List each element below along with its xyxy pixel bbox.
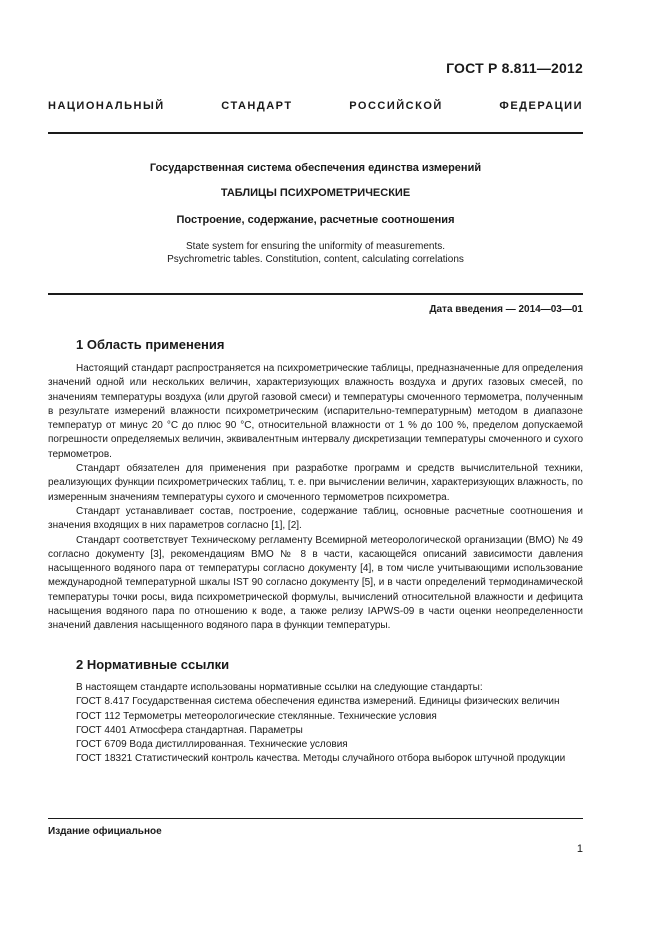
section1-body <box>48 362 583 634</box>
normative-reference: ГОСТ 8.417 Государственная система обеспечения единства измерений. Единицы физических величин <box>76 696 560 708</box>
normative-reference: ГОСТ 4401 Атмосфера стандартная. Параметры <box>76 724 303 736</box>
section1-paragraph: Стандарт устанавливает состав, построение, содержание таблиц, основные расчетные соотношения и значения входящих в них параметров согласно [1], [2]. <box>48 505 583 532</box>
title-english <box>48 240 583 266</box>
page-number: 1 <box>576 843 583 855</box>
footer-divider <box>48 818 583 819</box>
document-code: ГОСТ Р 8.811—2012 <box>446 60 583 76</box>
normative-reference: ГОСТ 6709 Вода дистиллированная. Технические условия <box>76 739 348 751</box>
section1-paragraph: Настоящий стандарт распространяется на психрометрические таблицы, предназначенные для определения значений одной или нескольких величин, характеризующих влажность воздуха и других газовых смесей, по значениям температуры воздуха (или другой газовой смеси) и температуры смоченного термометра, полученным в результате измерений влажности психрометрическим (испарительно-температурным) методом в диапазоне температур от минус 20 °С до плюс 90 °С, относительной влажности от 1 % до 100 %, пределом допускаемой погрешности определяемых величин, эквивалентным интервалу дискретизации температуры смоченного и сухого термометров. <box>48 363 583 460</box>
section2-paragraph: В настоящем стандарте использованы нормативные ссылки на следующие стандарты: <box>76 682 483 693</box>
title-divider <box>48 293 583 295</box>
section1-paragraph: Стандарт соответствует Техническому регламенту Всемирной метеорологической организации (ВМО) № 49 согласно документу [3], рекомендациям ВМО № 8 в части, касающейся описаний зависимости давления насыщенного водяного пара от температуры согласно документу [4], в том числе учитывающими использование международной температурной шкалы IST 90 согласно документу [5], и в части определений термодинамической температуры точки росы, вида психрометрической формулы, вычислений относительной влажности и дефицита насыщения водяного пара по отношению к воде, а также релизу IAPWS-09 в части оценки неопределенности значений давления насыщенного водяного пара в функции температуры. <box>48 534 583 632</box>
title-english-line1: State system for ensuring the uniformity of measurements. <box>186 241 445 252</box>
normative-reference: ГОСТ 112 Термометры метеорологические стеклянные. Технические условия <box>76 710 437 722</box>
national-standard-banner: НАЦИОНАЛЬНЫЙ СТАНДАРТ РОССИЙСКОЙ ФЕДЕРАЦИИ <box>48 100 583 112</box>
header-divider <box>48 132 583 134</box>
section2-heading: 2 Нормативные ссылки <box>76 657 230 672</box>
section1-heading: 1 Область применения <box>76 337 225 352</box>
title-system: Государственная система обеспечения единства измерений <box>149 162 482 174</box>
title-english-line2: Psychrometric tables. Constitution, content, calculating correlations <box>167 254 464 265</box>
title-main: ТАБЛИЦЫ ПСИХРОМЕТРИЧЕСКИЕ <box>220 187 411 199</box>
title-subtitle: Построение, содержание, расчетные соотношения <box>176 214 455 226</box>
introduction-date: Дата введения — 2014—03—01 <box>429 304 583 315</box>
normative-reference: ГОСТ 18321 Статистический контроль качества. Методы случайного отбора выборок штучной продукции <box>76 753 566 765</box>
section2-body <box>48 681 583 767</box>
official-edition-label: Издание официальное <box>48 826 162 837</box>
section1-paragraph: Стандарт обязателен для применения при разработке программ и средств вычислительной техники, реализующих функции психрометрических таблиц, т. е. при вычислении величин, характеризующих влажность, по измеренным значениям температуры сухого и смоченного термометров психрометра. <box>48 463 583 503</box>
